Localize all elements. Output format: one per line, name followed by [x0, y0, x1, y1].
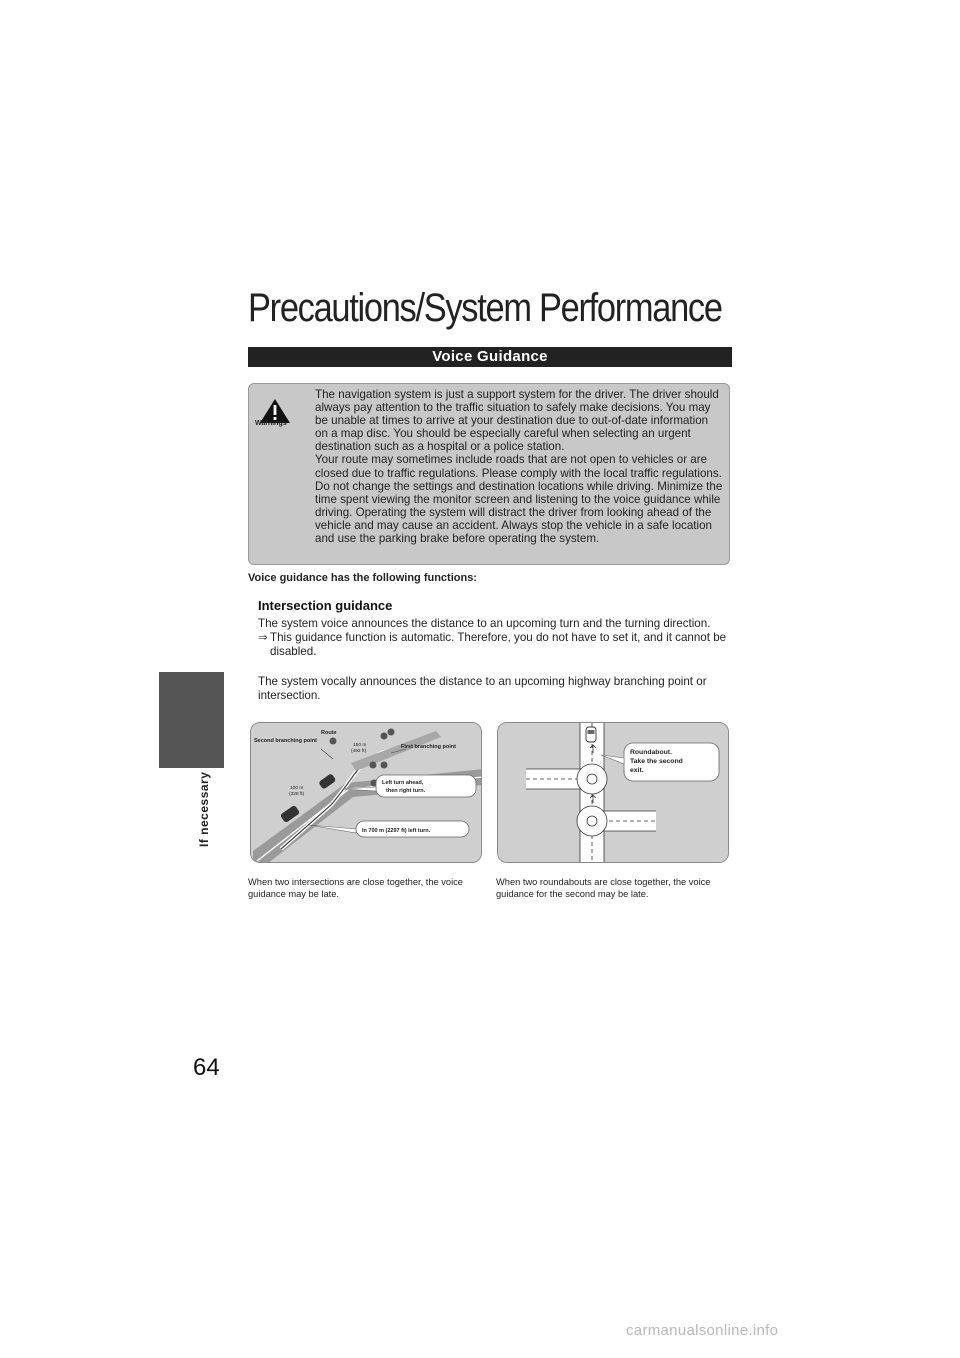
branching-illustration [251, 723, 482, 863]
watermark: carmanualsonline.info [626, 1322, 779, 1339]
distance-label: 150 m [353, 743, 367, 748]
note-text: This guidance function is automatic. Therefore, you do not have to set it, and it cannot be disabled. [270, 631, 727, 658]
warning-paragraph: Do not change the settings and destination locations while driving. Minimize the time spent viewing the monitor screen and listening to the voice guidance while driving. Operating the system will distract the driver from looking ahead of the vehicle and may cause an accident. Always stop the vehicle in a safe location and use the parking brake before operating the system. [315, 479, 723, 546]
callout-text: Roundabout. [630, 749, 672, 756]
callout-text: In 700 m (2297 ft) left turn. [362, 828, 431, 834]
callout-text: Left turn ahead, [382, 780, 424, 786]
distance-label: (492 ft) [351, 749, 367, 754]
warning-paragraph: The navigation system is just a support system for the driver. The driver should always pay attention to the traffic situation to safely make decisions. You may be unable at times to arrive at your destination due to out-of-date information on a map disc. You should be especially careful when selecting an urgent destination such as a hospital or a police station. [315, 388, 719, 454]
body-text: The system vocally announces the distance to an upcoming highway branching point or intersection. [258, 675, 707, 702]
figure-caption: When two intersections are close together, the voice guidance may be late. [248, 877, 463, 899]
page-number: 64 [193, 1054, 220, 1081]
subsection-heading: Intersection guidance [258, 598, 393, 613]
section-header: Voice Guidance [248, 347, 732, 367]
body-text: The system voice announces the distance to an upcoming turn and the turning direction. [258, 617, 711, 630]
figure-caption: When two roundabouts are close together, the voice guidance for the second may be late. [496, 877, 711, 899]
second-branch-label: Second branching point [254, 738, 317, 744]
intro-text: Voice guidance has the following functions: [248, 572, 477, 584]
arrow-right-icon: ⇒ [258, 631, 268, 644]
note [258, 631, 733, 659]
warning-icon-caption: Warnings [255, 420, 287, 427]
roundabout-illustration [498, 723, 729, 863]
callout-text: then right turn. [386, 788, 426, 794]
route-label: Route [321, 730, 337, 736]
warning-box [248, 383, 730, 565]
first-branch-label: First branching point [401, 744, 456, 750]
distance-label: 100 m [290, 786, 304, 791]
callout-text: exit. [630, 767, 644, 774]
page-title: Precautions/System Performance [248, 286, 722, 330]
figure-roundabouts [497, 722, 729, 863]
warning-text [315, 388, 723, 545]
chapter-label: If necessary [197, 772, 211, 848]
chapter-tab [159, 672, 224, 768]
callout-text: Take the second [630, 758, 683, 765]
warning-paragraph: Your route may sometimes include roads that are not open to vehicles or are closed due to traffic regulations. Please comply with the local traffic regulations. [315, 453, 722, 480]
figure-branching-points [250, 722, 482, 863]
distance-label: (328 ft) [289, 792, 305, 797]
